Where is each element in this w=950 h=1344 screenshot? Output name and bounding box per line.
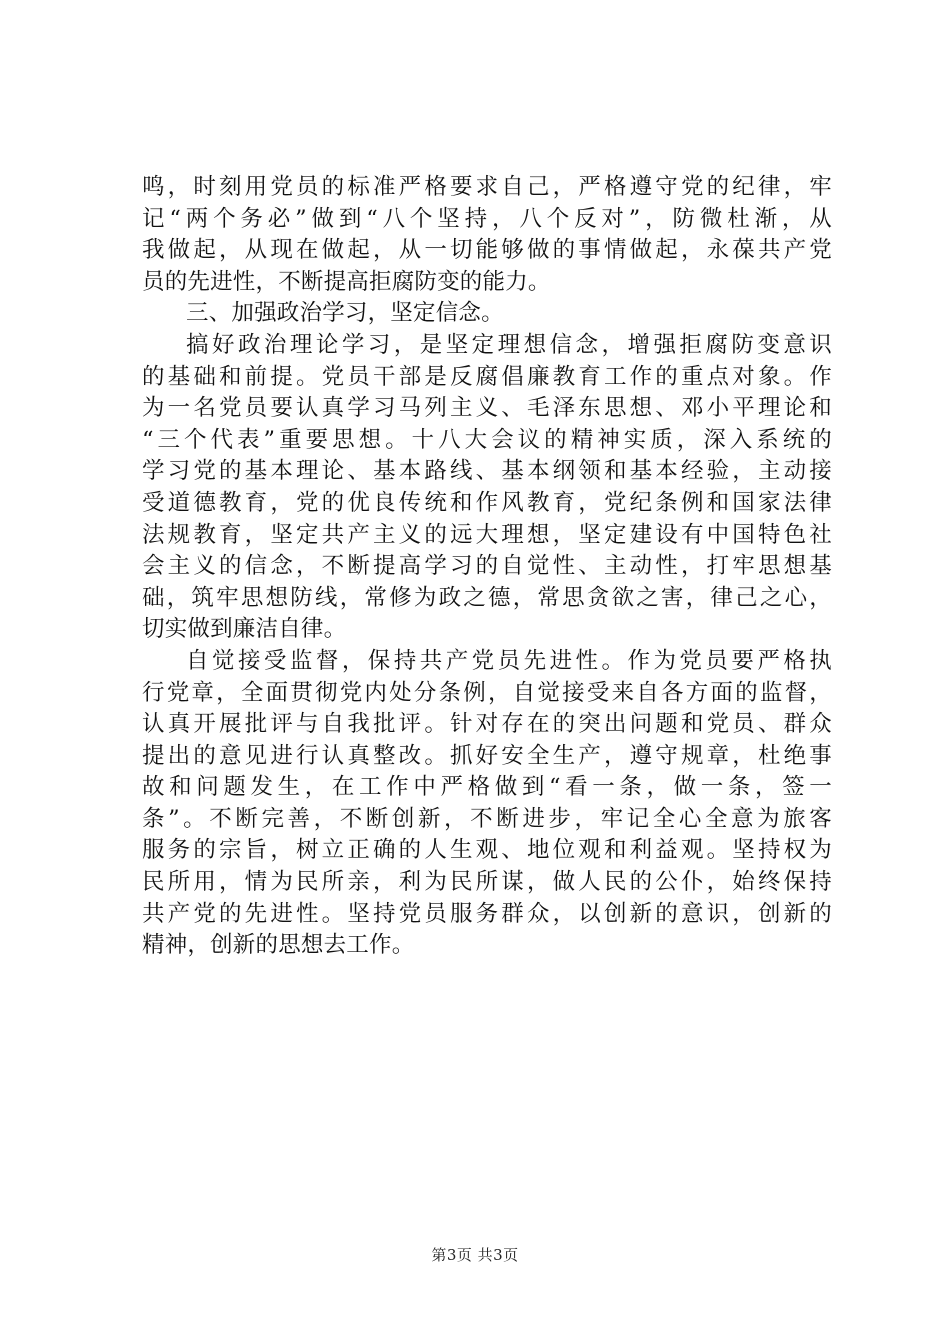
text-line: 学习党的基本理论、基本路线、基本纲领和基本经验，主动接	[142, 458, 832, 485]
text-line: 鸣，时刻用党员的标准严格要求自己，严格遵守党的纪律，牢	[142, 174, 832, 200]
text-line: 精神，创新的思想去工作。	[142, 932, 415, 959]
text-line: 搞好政治理论学习，是坚定理想信念，增强拒腐防变意识	[186, 331, 832, 358]
text-line: 自觉接受监督，保持共产党员先进性。作为党员要严格执	[186, 647, 832, 674]
text-line: 故和问题发生，在工作中严格做到“看一条，做一条，签一	[142, 774, 832, 801]
text-line: 三、加强政治学习，坚定信念。	[186, 300, 504, 327]
page-footer: 第3页 共3页	[431, 1246, 519, 1264]
text-line: 切实做到廉洁自律。	[142, 616, 347, 643]
text-line: 员的先进性，不断提高拒腐防变的能力。	[142, 268, 551, 295]
text-line: 为一名党员要认真学习马列主义、毛泽东思想、邓小平理论和	[142, 395, 832, 422]
text-line: 受道德教育，党的优良传统和作风教育，党纪条例和国家法律	[142, 489, 832, 516]
text-line: “三个代表”重要思想。十八大会议的精神实质，深入系统的	[142, 426, 832, 453]
text-line: 民所用，情为民所亲，利为民所谋，做人民的公仆，始终保持	[142, 869, 832, 896]
text-line: 条”。不断完善，不断创新，不断进步，牢记全心全意为旅客	[142, 805, 832, 832]
text-line: 服务的宗旨，树立正确的人生观、地位观和利益观。坚持权为	[142, 837, 832, 864]
text-line: 法规教育，坚定共产主义的远大理想，坚定建设有中国特色社	[142, 521, 832, 548]
text-line: 行党章，全面贯彻党内处分条例，自觉接受来自各方面的监督，	[142, 679, 832, 706]
text-line: 认真开展批评与自我批评。针对存在的突出问题和党员、群众	[142, 711, 832, 738]
text-line: 我做起，从现在做起，从一切能够做的事情做起，永葆共产党	[142, 237, 832, 264]
document-body	[142, 172, 832, 962]
text-line: 会主义的信念，不断提高学习的自觉性、主动性，打牢思想基	[142, 553, 832, 580]
text-line: 共产党的先进性。坚持党员服务群众，以创新的意识，创新的	[142, 900, 832, 927]
text-line: 记“两个务必”做到“八个坚持，八个反对”，防微杜渐，从	[142, 205, 832, 232]
text-line: 础，筑牢思想防线，常修为政之德，常思贪欲之害，律己之心，	[142, 584, 832, 611]
text-line: 的基础和前提。党员干部是反腐倡廉教育工作的重点对象。作	[142, 363, 832, 390]
text-line: 提出的意见进行认真整改。抓好安全生产，遵守规章，杜绝事	[142, 742, 832, 769]
